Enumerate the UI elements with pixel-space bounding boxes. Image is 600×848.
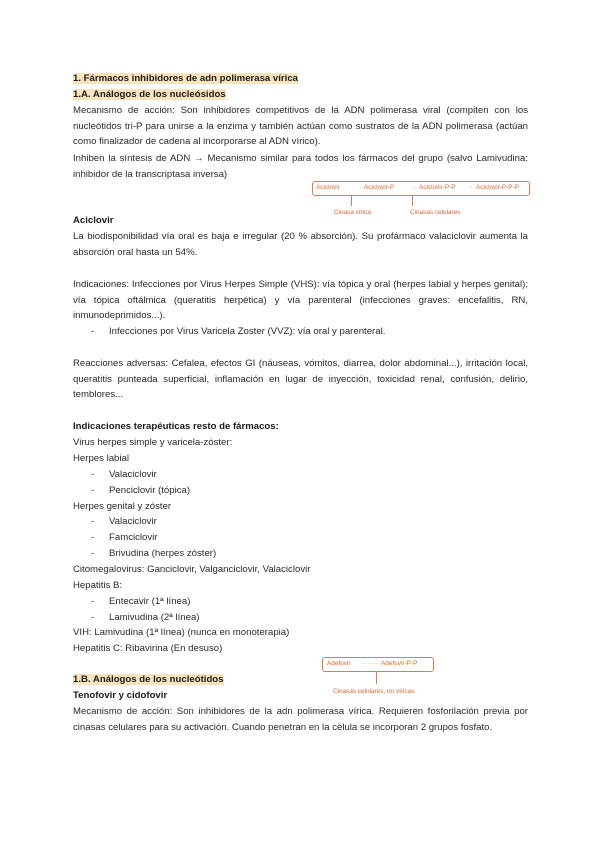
drug-heading-aciclovir: Aciclovir	[73, 215, 114, 226]
hepatitis-b-label: Hepatitis B:	[73, 580, 123, 591]
list-item: - Penciclovir (tópica)	[91, 485, 191, 496]
diagram-node-aciclovir-pp: Aciclovir-P-P	[419, 184, 456, 191]
diagram-arrow: →	[358, 184, 365, 191]
diagram-connector	[351, 195, 352, 206]
herpes-genital-label: Herpes genital y zóster	[73, 501, 172, 512]
subsection-title: 1.B. Análogos de los nucleótidos	[73, 674, 224, 685]
diagram-node-aciclovir-p: Aciclovir-P	[364, 184, 395, 191]
vih-line: VIH: Lamivudina (1ª línea) (nunca en monoterapia)	[73, 627, 290, 638]
diagram-arrow: →	[410, 184, 417, 191]
aciclovir-adverse: Reacciones adversas: Cefalea, efectos GI (náuseas, vómitos, diarrea, dolor abdominal...), irritación local, queratitis punteada superficial, inflamación en lugar de inyección, toxicidad renal, confusión, delirio, temblores...	[73, 358, 528, 400]
drug-heading-tenofovir: Tenofovir y cidofovir	[73, 690, 168, 701]
list-item: - Infecciones por Virus Varicela Zoster (VVZ): vía oral y parenteral.	[91, 326, 386, 337]
cmv-line: Citomegalovirus: Ganciclovir, Valganciclovir, Valaciclovir	[73, 564, 311, 575]
diagram-arrow: →	[467, 184, 474, 191]
inhibit-paragraph: Inhiben la síntesis de ADN → Mecanismo similar para todos los fármacos del grupo (salvo Lamivudina: inhibidor de la transcriptasa inversa)	[73, 153, 528, 180]
diagram-node-adefovir-pp: Adefovir-P-P	[381, 660, 418, 667]
list-item: - Lamivudina (2ª línea)	[91, 612, 200, 623]
list-item: - Valaciclovir	[91, 469, 157, 480]
diagram-label-viral-kinase: Cinasa vírica	[334, 209, 371, 216]
diagram-label-cell-kinases: Cinasas celulares	[410, 209, 461, 216]
hepatitis-c-line: Hepatitis C: Ribavirina (En desuso)	[73, 643, 223, 654]
list-item: - Valaciclovir	[91, 516, 157, 527]
section-title: 1. Fármacos inhibidores de adn polimerasa vírica	[73, 73, 299, 84]
aciclovir-indications: Indicaciones: Infecciones por Virus Herpes Simple (VHS): vía tópica y oral (herpes labial y herpes genital); vía tópica oftálmica (queratitis herpética) y vía parenteral (infecciones graves: encefalitis, RN, inmunodeprimidos...).	[73, 279, 528, 321]
diagram-node-aciclovir: Aciclovir	[316, 184, 340, 191]
list-item: - Famciclovir	[91, 532, 158, 543]
herpes-labial-label: Herpes labial	[73, 453, 129, 464]
subsection-title: 1.A. Análogos de los nucleósidos	[73, 89, 226, 100]
list-item: - Entecavir (1ª línea)	[91, 596, 191, 607]
therapeutic-indications-heading: Indicaciones terapéuticas resto de fármacos:	[73, 421, 279, 432]
list-item: - Brivudina (herpes zóster)	[91, 548, 217, 559]
mechanism-paragraph: Mecanismo de acción: Son inhibidores competitivos de la ADN polimerasa viral (compiten con los nucleótidos tri-P para unirse a la enzima y también actúan como sustratos de la ADN polimerasa (actúan como finalizador de cadena al incorporarse al ADN vírico).	[73, 105, 528, 147]
diagram-node-aciclovir-ppp: Aciclovir-P-P-P	[476, 184, 519, 191]
nucleotide-mechanism: Mecanismo de acción: Son inhibidores de la adn polimerasa vírica. Requieren fosforilación previa por cinasas celulares para su activación. Cuando penetran en la célula se incorporan 2 grupos fosfato.	[73, 706, 528, 733]
diagram-label-kinases: Cinasas celulares, no víricas	[333, 688, 415, 695]
virus-group-label: Virus herpes simple y varicela-zóster:	[73, 437, 233, 448]
diagram-connector	[412, 195, 413, 206]
diagram-arrow-label: →→→	[360, 660, 380, 667]
aciclovir-bioavailability: La biodisponibilidad vía oral es baja e irregular (20 % absorción). Su profármaco valaciclovir aumenta la absorción oral hasta un 54%.	[73, 231, 528, 258]
diagram-node-adefovir: Adefovir	[327, 660, 351, 667]
